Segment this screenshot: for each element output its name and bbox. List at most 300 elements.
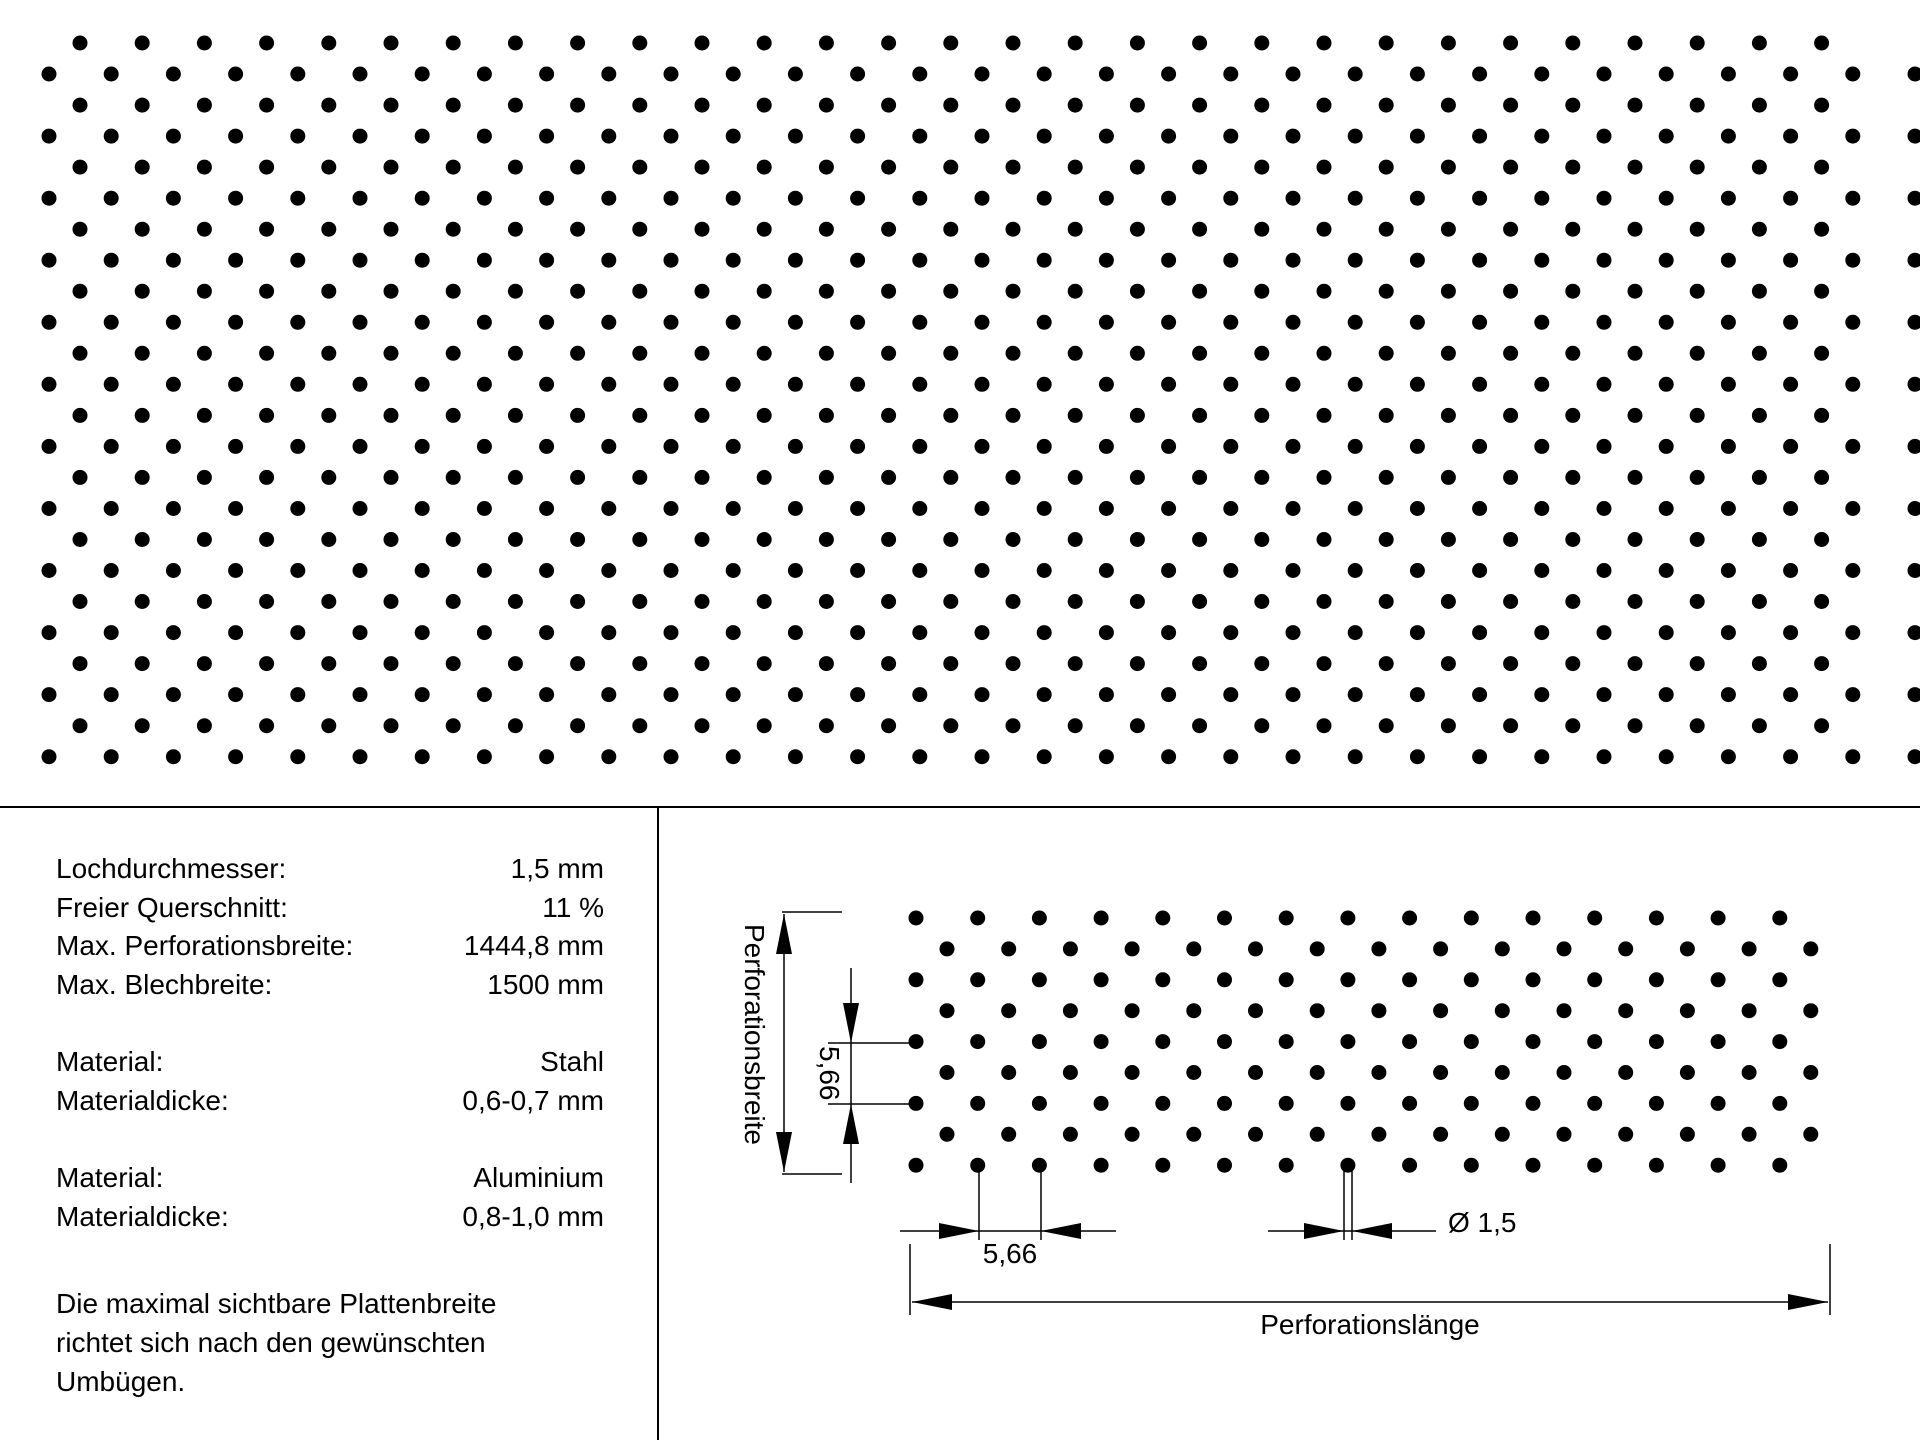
perforation-hole xyxy=(1340,911,1355,926)
perforation-hole xyxy=(819,98,834,113)
perforation-hole xyxy=(1495,1127,1510,1142)
perforation-hole xyxy=(1690,718,1705,733)
perforation-hole xyxy=(881,284,896,299)
perforation-hole xyxy=(508,160,523,175)
perforation-hole xyxy=(1597,439,1612,454)
spec-value: 1444,8 mm xyxy=(464,927,604,966)
perforation-hole xyxy=(1037,563,1052,578)
perforation-hole xyxy=(1472,377,1487,392)
arrow-down-icon xyxy=(843,1003,859,1043)
perforation-hole xyxy=(197,532,212,547)
perforation-hole xyxy=(1068,594,1083,609)
perforation-hole xyxy=(881,160,896,175)
perforation-hole xyxy=(1587,1034,1602,1049)
perforation-hole xyxy=(1441,470,1456,485)
perforation-hole xyxy=(1597,253,1612,268)
perforation-hole xyxy=(1410,501,1425,516)
perforation-hole xyxy=(228,687,243,702)
perforation-hole xyxy=(1155,1034,1170,1049)
perforation-hole xyxy=(1279,1158,1294,1173)
perforation-hole xyxy=(1317,470,1332,485)
perforation-hole xyxy=(1659,191,1674,206)
perforation-hole xyxy=(1286,501,1301,516)
perforation-hole xyxy=(881,408,896,423)
perforation-hole xyxy=(477,687,492,702)
perforation-hole xyxy=(1125,941,1140,956)
perforation-hole xyxy=(228,749,243,764)
perforation-hole xyxy=(290,501,305,516)
perforation-hole xyxy=(135,532,150,547)
perforation-hole xyxy=(1068,656,1083,671)
perforation-hole xyxy=(104,501,119,516)
perforation-hole xyxy=(1711,911,1726,926)
perforation-hole xyxy=(1130,222,1145,237)
perforation-hole xyxy=(166,501,181,516)
perforation-hole xyxy=(1587,1158,1602,1173)
perforation-hole xyxy=(1099,749,1114,764)
perforation-hole xyxy=(1037,687,1052,702)
perforation-hole xyxy=(539,687,554,702)
perforation-hole xyxy=(321,346,336,361)
perforation-hole xyxy=(1772,972,1787,987)
perforation-hole xyxy=(1618,1065,1633,1080)
perforation-hole xyxy=(1410,191,1425,206)
perforation-hole xyxy=(1155,911,1170,926)
perforation-hole xyxy=(912,315,927,330)
perforation-hole xyxy=(632,656,647,671)
perforation-hole xyxy=(42,191,57,206)
perforation-hole xyxy=(1006,36,1021,51)
perforation-hole xyxy=(1254,656,1269,671)
perforation-hole xyxy=(1659,687,1674,702)
perforation-hole xyxy=(104,439,119,454)
perforation-hole xyxy=(970,1096,985,1111)
spec-label: Max. Blechbreite: xyxy=(56,966,272,1005)
perforation-hole xyxy=(819,470,834,485)
perforation-hole xyxy=(166,315,181,330)
perforation-hole xyxy=(1037,67,1052,82)
perforation-hole xyxy=(1223,625,1238,640)
perforation-hole xyxy=(1441,346,1456,361)
detail-hole-grid xyxy=(909,911,1819,1173)
perforation-hole xyxy=(850,129,865,144)
perforation-hole xyxy=(1286,749,1301,764)
perforation-hole xyxy=(912,563,927,578)
perforation-hole xyxy=(1649,1034,1664,1049)
perforation-hole xyxy=(819,532,834,547)
perforation-hole xyxy=(695,160,710,175)
perforation-hole xyxy=(353,315,368,330)
perforation-hole xyxy=(819,346,834,361)
perforation-hole xyxy=(1130,532,1145,547)
perforation-hole xyxy=(1565,408,1580,423)
perforation-hole xyxy=(1130,408,1145,423)
perforation-hole xyxy=(1690,36,1705,51)
perforation-hole xyxy=(1094,1158,1109,1173)
perforation-hole xyxy=(1248,1003,1263,1018)
perforation-hole xyxy=(1752,284,1767,299)
perforation-hole xyxy=(726,315,741,330)
perforation-hole xyxy=(1125,1003,1140,1018)
perforation-hole xyxy=(1565,594,1580,609)
perforation-hole xyxy=(601,129,616,144)
perforation-hole xyxy=(757,532,772,547)
perforation-hole xyxy=(135,470,150,485)
perforation-hole xyxy=(1472,315,1487,330)
perforation-hole xyxy=(1565,656,1580,671)
perforation-hole xyxy=(695,718,710,733)
perforation-hole xyxy=(1557,1065,1572,1080)
perforation-hole xyxy=(970,972,985,987)
perforation-hole xyxy=(912,749,927,764)
perforation-hole xyxy=(570,222,585,237)
perforation-hole xyxy=(321,656,336,671)
perforation-hole xyxy=(353,687,368,702)
arrow-right-icon xyxy=(1788,1294,1828,1310)
perforation-hole xyxy=(1752,36,1767,51)
perforation-hole xyxy=(1597,191,1612,206)
perforation-hole xyxy=(290,563,305,578)
perforation-hole xyxy=(975,563,990,578)
perforation-hole xyxy=(1721,377,1736,392)
perforation-hole xyxy=(1752,656,1767,671)
perforation-hole xyxy=(726,563,741,578)
perforation-hole xyxy=(166,253,181,268)
perforation-hole xyxy=(726,687,741,702)
perforation-hole xyxy=(1908,501,1920,516)
perforation-hole xyxy=(970,1034,985,1049)
perforation-hole xyxy=(1161,439,1176,454)
perforation-hole xyxy=(1845,377,1860,392)
perforation-hole xyxy=(290,315,305,330)
perforation-hole xyxy=(757,98,772,113)
perforation-hole xyxy=(1908,129,1920,144)
perforation-hole xyxy=(104,749,119,764)
perforation-hole xyxy=(73,346,88,361)
perforation-hole xyxy=(1659,501,1674,516)
perforation-hole xyxy=(73,656,88,671)
perforation-hole xyxy=(477,191,492,206)
perforation-hole xyxy=(415,501,430,516)
perforation-hole xyxy=(1371,941,1386,956)
perforation-hole xyxy=(446,36,461,51)
perforation-hole xyxy=(259,470,274,485)
perforation-hole xyxy=(943,160,958,175)
perforation-hole xyxy=(446,284,461,299)
perforation-hole xyxy=(1803,1003,1818,1018)
perforation-hole xyxy=(1223,315,1238,330)
perforation-hole xyxy=(73,98,88,113)
perforation-hole xyxy=(384,532,399,547)
perforation-hole xyxy=(664,253,679,268)
perforation-hole xyxy=(1310,1065,1325,1080)
perforation-hole xyxy=(1410,129,1425,144)
spec-row-open-area xyxy=(56,889,604,928)
perforation-hole xyxy=(1032,1158,1047,1173)
perforation-hole xyxy=(1130,656,1145,671)
perforation-hole xyxy=(1279,1096,1294,1111)
perforation-hole xyxy=(1410,67,1425,82)
perforation-hole xyxy=(508,222,523,237)
perforation-hole xyxy=(135,594,150,609)
perforation-hole xyxy=(975,501,990,516)
perforation-hole xyxy=(1433,1127,1448,1142)
perforation-hole xyxy=(1099,501,1114,516)
perforation-hole xyxy=(695,346,710,361)
perforation-hole xyxy=(664,501,679,516)
perforation-hole xyxy=(943,656,958,671)
spec-row-thickness-steel xyxy=(56,1082,604,1121)
perforation-hole xyxy=(1037,315,1052,330)
perforation-hole xyxy=(1711,1158,1726,1173)
spec-label: Materialdicke: xyxy=(56,1082,229,1121)
perforation-hole xyxy=(1783,749,1798,764)
perforation-hole xyxy=(1783,191,1798,206)
arrow-left-icon xyxy=(1352,1223,1392,1239)
perforation-hole xyxy=(1317,346,1332,361)
perforation-hole xyxy=(819,718,834,733)
perforation-hole xyxy=(1155,1158,1170,1173)
perforation-hole xyxy=(508,36,523,51)
perforation-hole xyxy=(1742,1127,1757,1142)
perforation-hole xyxy=(539,749,554,764)
perforation-hole xyxy=(570,284,585,299)
perforation-hole xyxy=(1721,129,1736,144)
perforation-hole xyxy=(1186,1127,1201,1142)
perforation-hole xyxy=(446,594,461,609)
perforation-hole xyxy=(1286,377,1301,392)
perforation-hole xyxy=(1690,408,1705,423)
perforation-hole xyxy=(1254,36,1269,51)
perforation-hole xyxy=(1783,377,1798,392)
perforation-hole xyxy=(104,67,119,82)
perforation-hole xyxy=(197,36,212,51)
perforation-hole xyxy=(1001,1065,1016,1080)
perforation-hole xyxy=(1680,941,1695,956)
perforation-hole xyxy=(1503,284,1518,299)
perforation-hole xyxy=(970,1158,985,1173)
spec-row-material-aluminium xyxy=(56,1159,604,1198)
perforation-hole xyxy=(1659,377,1674,392)
perforation-hole xyxy=(1565,222,1580,237)
perforation-hole xyxy=(1721,315,1736,330)
perforation-hole xyxy=(415,253,430,268)
perforation-hole xyxy=(570,98,585,113)
perforation-hole xyxy=(228,315,243,330)
perforation-hole xyxy=(1317,36,1332,51)
perforation-hole xyxy=(1472,687,1487,702)
perforation-hole xyxy=(228,563,243,578)
perforation-hole xyxy=(1814,532,1829,547)
perforation-hole xyxy=(166,749,181,764)
perforation-hole xyxy=(1037,439,1052,454)
perforation-hole xyxy=(1908,439,1920,454)
perforation-hole xyxy=(446,718,461,733)
perforation-hole xyxy=(1472,191,1487,206)
perforation-hole xyxy=(570,470,585,485)
perforation-hole xyxy=(1783,625,1798,640)
perforation-hole xyxy=(1063,1065,1078,1080)
perforation-hole xyxy=(1192,36,1207,51)
perforation-hole xyxy=(42,377,57,392)
perforation-hole xyxy=(135,408,150,423)
perforation-hole xyxy=(197,594,212,609)
perforation-hole xyxy=(1310,1127,1325,1142)
perforation-hole xyxy=(197,160,212,175)
perforation-hole xyxy=(1192,408,1207,423)
perforation-hole xyxy=(695,470,710,485)
perforation-hole xyxy=(1565,532,1580,547)
perforation-hole xyxy=(788,253,803,268)
perforation-hole xyxy=(1410,439,1425,454)
perforation-hole xyxy=(539,625,554,640)
spec-row-max-perforation-width xyxy=(56,927,604,966)
perforation-hole xyxy=(1845,129,1860,144)
perforation-hole xyxy=(1379,98,1394,113)
perforation-hole xyxy=(1814,594,1829,609)
perforation-hole xyxy=(1317,98,1332,113)
perforation-hole xyxy=(1534,67,1549,82)
perforation-hole xyxy=(259,284,274,299)
perforation-hole xyxy=(1279,1034,1294,1049)
perforation-hole xyxy=(1192,532,1207,547)
perforation-hole xyxy=(1317,222,1332,237)
perforation-hole xyxy=(166,439,181,454)
perforation-hole xyxy=(1068,532,1083,547)
perforation-hole xyxy=(1495,941,1510,956)
perforation-hole xyxy=(570,532,585,547)
perforation-hole xyxy=(1597,315,1612,330)
perforation-hole xyxy=(353,253,368,268)
perforation-hole xyxy=(1587,972,1602,987)
perforation-hole xyxy=(1464,1034,1479,1049)
perforation-hole xyxy=(726,625,741,640)
spec-row-material-steel xyxy=(56,1043,604,1082)
perforation-hole xyxy=(1379,594,1394,609)
perforation-hole xyxy=(912,687,927,702)
perforation-hole xyxy=(290,253,305,268)
perforation-hole xyxy=(104,625,119,640)
perforation-hole xyxy=(1402,972,1417,987)
perforation-hole xyxy=(353,439,368,454)
perforation-hole xyxy=(290,129,305,144)
perforation-hole xyxy=(42,253,57,268)
perforation-hole xyxy=(1565,284,1580,299)
perforation-hole xyxy=(1402,1034,1417,1049)
perforation-hole xyxy=(1628,656,1643,671)
perforation-hole xyxy=(1503,656,1518,671)
perforation-hole xyxy=(73,284,88,299)
arrow-left-icon xyxy=(1041,1223,1081,1239)
perforation-hole xyxy=(1628,470,1643,485)
perforation-hole xyxy=(881,98,896,113)
width-label: Perforationsbreite xyxy=(739,924,770,1145)
perforation-hole xyxy=(1472,129,1487,144)
perforation-hole xyxy=(508,346,523,361)
perforation-hole xyxy=(1441,532,1456,547)
perforation-hole xyxy=(1001,1003,1016,1018)
perforation-hole xyxy=(1348,67,1363,82)
perforation-hole xyxy=(1557,1127,1572,1142)
perforation-hole xyxy=(259,36,274,51)
perforation-hole xyxy=(1006,222,1021,237)
perforation-hole xyxy=(601,749,616,764)
perforation-hole xyxy=(384,594,399,609)
perforation-hole xyxy=(1752,718,1767,733)
perforation-hole xyxy=(570,160,585,175)
perforation-hole xyxy=(228,191,243,206)
perforation-hole xyxy=(1317,160,1332,175)
perforation-hole xyxy=(912,191,927,206)
perforation-hole xyxy=(477,129,492,144)
perforation-hole xyxy=(726,501,741,516)
perforation-hole xyxy=(1371,1065,1386,1080)
perforation-hole xyxy=(912,67,927,82)
perforation-hole xyxy=(1597,563,1612,578)
perforation-hole xyxy=(1441,408,1456,423)
perforation-hole xyxy=(1379,408,1394,423)
perforation-hole xyxy=(1348,501,1363,516)
perforation-hole xyxy=(601,377,616,392)
perforation-hole xyxy=(912,625,927,640)
perforation-hole xyxy=(975,129,990,144)
perforation-hole xyxy=(539,501,554,516)
perforation-hole xyxy=(1721,253,1736,268)
perforation-hole xyxy=(1803,1065,1818,1080)
perforation-hole xyxy=(1503,718,1518,733)
spec-label: Material: xyxy=(56,1043,163,1082)
spec-value: Aluminium xyxy=(473,1159,604,1198)
perforation-hole xyxy=(1006,346,1021,361)
perforation-hole xyxy=(1130,470,1145,485)
perforation-hole xyxy=(757,222,772,237)
perforation-hole xyxy=(726,129,741,144)
perforation-hole xyxy=(664,625,679,640)
perforation-hole xyxy=(601,439,616,454)
perforation-hole xyxy=(1099,191,1114,206)
perforation-hole xyxy=(1006,532,1021,547)
perforation-hole xyxy=(850,749,865,764)
perforation-hole xyxy=(1690,532,1705,547)
perforation-hole xyxy=(1814,284,1829,299)
perforation-hole xyxy=(1908,253,1920,268)
perforation-hole xyxy=(1286,67,1301,82)
perforation-hole xyxy=(1310,941,1325,956)
perforation-hole xyxy=(259,98,274,113)
perforation-hole xyxy=(166,129,181,144)
perforation-hole xyxy=(909,972,924,987)
perforation-hole xyxy=(943,222,958,237)
hole-diameter-label: Ø 1,5 xyxy=(1448,1207,1516,1238)
perforation-hole xyxy=(975,749,990,764)
perforation-hole xyxy=(601,67,616,82)
perforation-hole xyxy=(1063,941,1078,956)
perforation-hole xyxy=(228,253,243,268)
perforation-hole xyxy=(290,625,305,640)
perforation-hole xyxy=(1680,1003,1695,1018)
perforation-hole xyxy=(1192,98,1207,113)
perforation-hole xyxy=(850,625,865,640)
perforation-hole xyxy=(850,191,865,206)
perforation-hole xyxy=(1845,439,1860,454)
perforation-hole xyxy=(912,253,927,268)
perforation-hole xyxy=(1286,439,1301,454)
perforation-hole xyxy=(259,656,274,671)
perforation-hole xyxy=(1845,501,1860,516)
perforation-hole xyxy=(166,625,181,640)
perforation-hole xyxy=(539,563,554,578)
perforation-hole xyxy=(975,687,990,702)
